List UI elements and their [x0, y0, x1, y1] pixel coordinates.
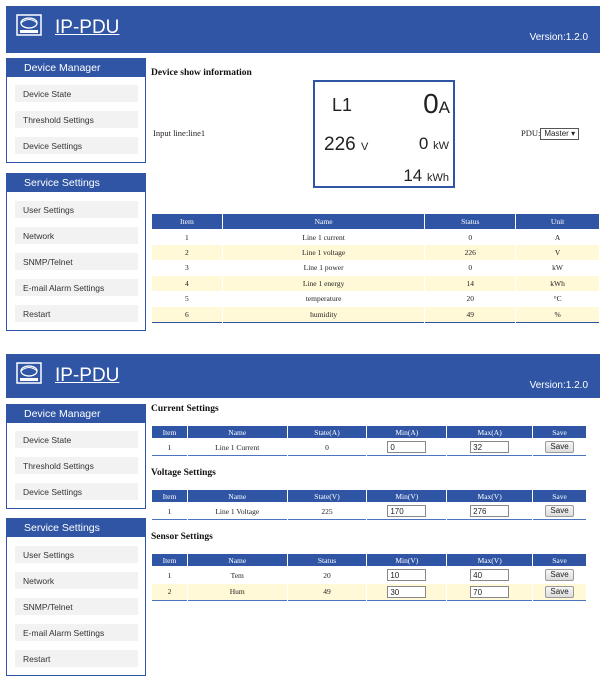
device-manager-panel [6, 58, 146, 163]
cell-save [533, 584, 587, 601]
menu-snmp-telnet[interactable]: SNMP/Telnet [15, 253, 138, 270]
cell-item: 3 [152, 260, 223, 276]
col-header-state: State(A) [287, 426, 367, 439]
monitor-current-unit: A [438, 98, 450, 117]
cell-unit: % [516, 307, 600, 323]
service-settings-panel [6, 173, 146, 331]
header-bar [6, 6, 600, 50]
cell-save [533, 439, 587, 456]
voltage-settings-title: Voltage Settings [151, 468, 216, 478]
cell-item: 6 [152, 307, 223, 323]
cell-save [533, 503, 587, 520]
cell-name: Line 1 current [222, 229, 425, 245]
col-header-unit: Unit [516, 214, 600, 230]
header-bar [6, 354, 600, 398]
voltage-settings-table [151, 489, 587, 520]
device-manager-panel [6, 404, 146, 509]
hum-min-input[interactable]: 30 [387, 586, 426, 598]
cell-state: 225 [287, 503, 367, 520]
menu-user-settings[interactable]: User Settings [15, 201, 138, 218]
menu-threshold-settings[interactable]: Threshold Settings [15, 111, 138, 128]
cell-name: Hum [187, 584, 287, 601]
pdu-label: PDU: [521, 128, 541, 138]
table-row [152, 276, 600, 292]
cell-item: 4 [152, 276, 223, 292]
col-header-name: Name [187, 426, 287, 439]
col-header-state: State(V) [287, 490, 367, 503]
cell-min [367, 567, 447, 584]
cell-unit: °C [516, 291, 600, 307]
current-save-button[interactable]: Save [545, 441, 573, 453]
monitor-current: 0A [423, 88, 450, 119]
col-header-name: Name [187, 554, 287, 567]
service-settings-title: Service Settings [7, 174, 145, 192]
col-header-item: Item [152, 554, 188, 567]
table-header-row [152, 214, 600, 230]
table-row [152, 245, 600, 261]
cell-name: Line 1 power [222, 260, 425, 276]
input-line-label: Input line:line1 [153, 128, 206, 138]
sensor-settings-title: Sensor Settings [151, 532, 213, 542]
device-info-title: Device show information [151, 68, 252, 78]
cell-name: Line 1 Current [187, 439, 287, 456]
menu-device-state[interactable]: Device State [15, 85, 138, 102]
cell-state: 0 [287, 439, 367, 456]
col-header-min: Min(A) [367, 426, 447, 439]
line-monitor-display [313, 80, 455, 188]
hum-max-input[interactable]: 70 [470, 586, 509, 598]
col-header-max: Max(A) [447, 426, 533, 439]
cell-item: 1 [152, 503, 188, 520]
table-header-row [152, 490, 587, 503]
menu-email-alarm-settings[interactable]: E-mail Alarm Settings [15, 624, 138, 641]
menu-snmp-telnet[interactable]: SNMP/Telnet [15, 598, 138, 615]
voltage-save-button[interactable]: Save [545, 505, 573, 517]
cell-name: humidity [222, 307, 425, 323]
monitor-voltage: 226 V [324, 134, 369, 155]
col-header-max: Max(V) [447, 490, 533, 503]
sensor-settings-table [151, 553, 587, 601]
service-settings-panel [6, 518, 146, 676]
cell-state: 49 [287, 584, 367, 601]
cell-status: 0 [425, 229, 516, 245]
table-row [152, 291, 600, 307]
menu-restart[interactable]: Restart [15, 650, 138, 667]
version-label: Version:1.2.0 [529, 32, 588, 43]
cell-state: 20 [287, 567, 367, 584]
current-max-input[interactable]: 32 [470, 441, 509, 453]
threshold-settings-screen [0, 348, 607, 680]
col-header-save: Save [533, 554, 587, 567]
voltage-min-input[interactable]: 170 [387, 505, 426, 517]
brand-link[interactable]: IP-PDU [55, 17, 120, 38]
cell-max [447, 567, 533, 584]
cell-name: Line 1 Voltage [187, 503, 287, 520]
tem-min-input[interactable]: 10 [387, 569, 426, 581]
table-row [152, 503, 587, 520]
cell-unit: kWh [516, 276, 600, 292]
device-info-table [151, 213, 600, 323]
cell-name: Line 1 energy [222, 276, 425, 292]
cell-item: 1 [152, 439, 188, 456]
cell-status: 20 [425, 291, 516, 307]
col-header-item: Item [152, 214, 223, 230]
header-divider [6, 48, 600, 53]
menu-threshold-settings[interactable]: Threshold Settings [15, 457, 138, 474]
cell-status: 226 [425, 245, 516, 261]
cell-unit: kW [516, 260, 600, 276]
col-header-save: Save [533, 490, 587, 503]
cell-status: 49 [425, 307, 516, 323]
service-settings-title: Service Settings [7, 519, 145, 537]
cell-item: 1 [152, 567, 188, 584]
monitor-line-label: L1 [332, 95, 353, 115]
brand-link[interactable]: IP-PDU [55, 365, 120, 386]
dropdown-arrow-icon: ▾ [571, 129, 576, 139]
pdu-select[interactable]: Master ▾ [540, 128, 579, 140]
col-header-save: Save [533, 426, 587, 439]
menu-device-settings[interactable]: Device Settings [15, 137, 138, 154]
col-header-max: Max(V) [447, 554, 533, 567]
menu-device-settings[interactable]: Device Settings [15, 483, 138, 500]
col-header-name: Name [187, 490, 287, 503]
tem-max-input[interactable]: 40 [470, 569, 509, 581]
current-min-input[interactable]: 0 [387, 441, 426, 453]
cell-item: 1 [152, 229, 223, 245]
menu-email-alarm-settings[interactable]: E-mail Alarm Settings [15, 279, 138, 296]
cell-min [367, 439, 447, 456]
col-header-min: Min(V) [367, 554, 447, 567]
table-row [152, 584, 587, 601]
col-header-item: Item [152, 490, 188, 503]
hum-save-button[interactable]: Save [545, 586, 573, 598]
pdu-selector [521, 128, 579, 140]
menu-device-state[interactable]: Device State [15, 431, 138, 448]
cell-max [447, 503, 533, 520]
menu-network[interactable]: Network [15, 572, 138, 589]
device-manager-title: Device Manager [7, 405, 145, 423]
monitor-voltage-unit: V [360, 141, 369, 153]
cell-name: Line 1 voltage [222, 245, 425, 261]
cell-max [447, 439, 533, 456]
current-settings-table [151, 425, 587, 456]
device-manager-title: Device Manager [7, 59, 145, 77]
col-header-item: Item [152, 426, 188, 439]
table-row [152, 567, 587, 584]
cell-save [533, 567, 587, 584]
monitor-energy-unit: kWh [427, 172, 449, 184]
logo-icon [16, 362, 42, 384]
col-header-min: Min(V) [367, 490, 447, 503]
monitor-power: 0 kW [418, 134, 449, 153]
version-label: Version:1.2.0 [529, 380, 588, 391]
table-row [152, 229, 600, 245]
cell-max [447, 584, 533, 601]
table-header-row [152, 554, 587, 567]
cell-min [367, 584, 447, 601]
cell-item: 5 [152, 291, 223, 307]
table-row [152, 307, 600, 323]
cell-name: Tem [187, 567, 287, 584]
table-header-row [152, 426, 587, 439]
cell-item: 2 [152, 245, 223, 261]
cell-unit: A [516, 229, 600, 245]
col-header-name: Name [222, 214, 425, 230]
cell-min [367, 503, 447, 520]
logo-icon [16, 14, 42, 36]
menu-restart[interactable]: Restart [15, 305, 138, 322]
menu-user-settings[interactable]: User Settings [15, 546, 138, 563]
col-header-status: Status [425, 214, 516, 230]
cell-name: temperature [222, 291, 425, 307]
current-settings-title: Current Settings [151, 404, 219, 414]
monitor-energy: 14 kWh [403, 166, 449, 185]
col-header-status: Status [287, 554, 367, 567]
cell-status: 14 [425, 276, 516, 292]
tem-save-button[interactable]: Save [545, 569, 573, 581]
cell-status: 0 [425, 260, 516, 276]
cell-item: 2 [152, 584, 188, 601]
monitor-power-unit: kW [433, 140, 449, 152]
table-row [152, 260, 600, 276]
table-row [152, 439, 587, 456]
voltage-max-input[interactable]: 276 [470, 505, 509, 517]
cell-unit: V [516, 245, 600, 261]
menu-network[interactable]: Network [15, 227, 138, 244]
